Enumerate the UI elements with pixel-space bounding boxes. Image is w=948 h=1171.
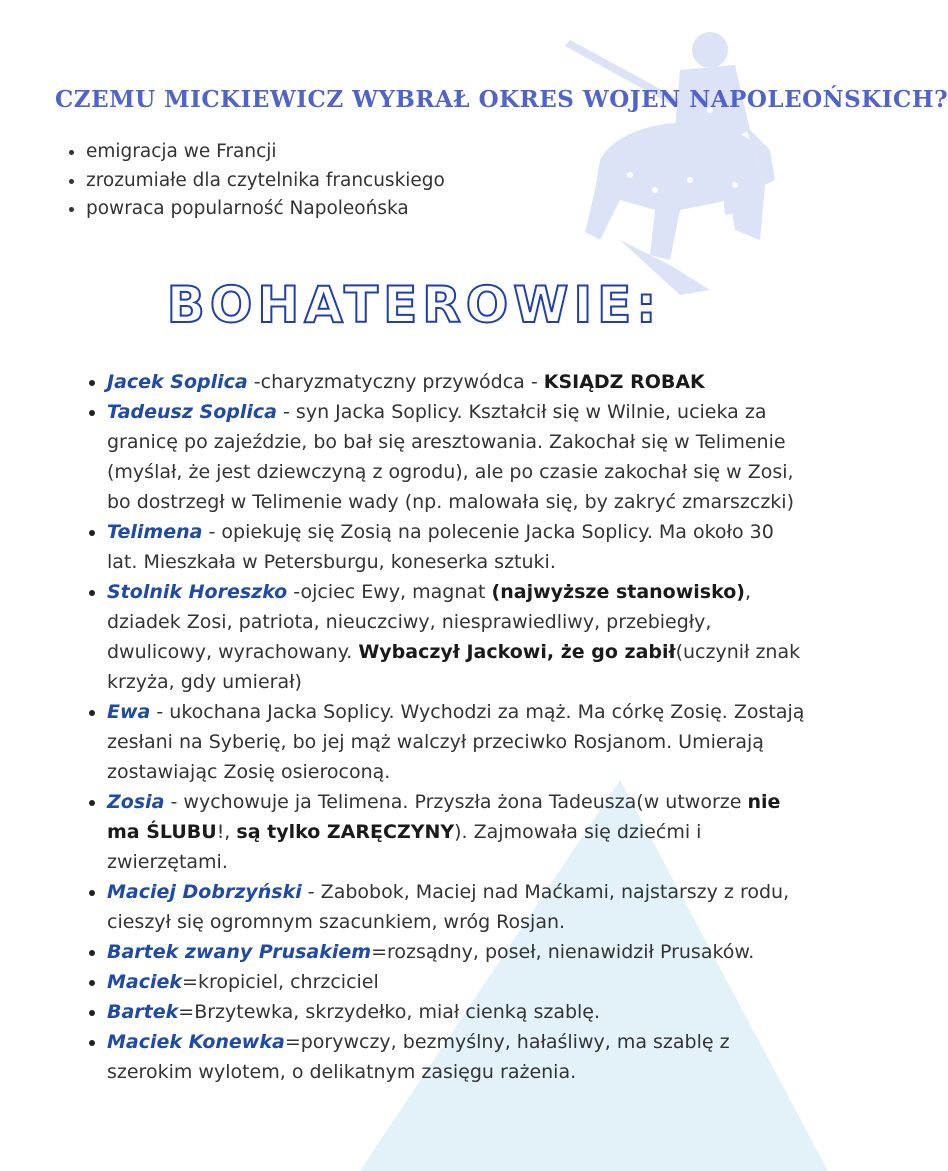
character-desc: =rozsądny, poseł, nienawidził Prusaków.: [371, 941, 755, 963]
character-emph: nie ma ŚLUBU: [107, 791, 781, 843]
character-name: Maciej Dobrzyński: [107, 881, 302, 903]
list-item: [107, 517, 807, 577]
character-desc: =kropiciel, chrzciciel: [182, 971, 379, 993]
list-item: • emigracja we Francji: [86, 138, 445, 167]
character-desc: - syn Jacka Soplicy. Kształcił się w Wilnie, ucieka za granicę po zajeździe, bo bał się aresztowania. Zakochał się w Telimenie (myślał, że jest dziewczyną z ogrodu), ale po czasie zakochał się w Zosi, bo dostrzegł w Telimenie wady (np. malowała się, by zakryć zmarszczki): [107, 401, 794, 513]
character-emph: (najwyższe stanowisko): [491, 581, 745, 603]
character-desc: ). Zajmowała się dziećmi i zwierzętami.: [107, 821, 702, 873]
character-desc: =Brzytewka, skrzydełko, miał cienką szablę.: [178, 1001, 601, 1023]
character-name: Zosia: [107, 791, 165, 813]
list-item: [107, 787, 807, 877]
character-desc: (uczynił znak krzyża, gdy umierał): [107, 641, 801, 693]
characters-list: [80, 367, 807, 1087]
list-item: [107, 1027, 807, 1087]
list-item: [107, 577, 807, 697]
character-name: Tadeusz Soplica: [107, 401, 277, 423]
character-emph: Wybaczył Jackowi, że go zabił: [358, 641, 676, 663]
list-item: • powraca popularność Napoleońska: [86, 195, 445, 224]
list-item: [107, 877, 807, 937]
reasons-list: [60, 138, 445, 224]
character-desc: - opiekuję się Zosią na polecenie Jacka Soplicy. Ma około 30 lat. Mieszkała w Petersburgu, koneserka sztuki.: [107, 521, 774, 573]
character-desc: -ojciec Ewy, magnat: [287, 581, 492, 603]
character-desc: =porywczy, bezmyślny, hałaśliwy, ma szablę z szerokim wylotem, o delikatnym zasięgu rażenia.: [107, 1031, 730, 1083]
character-name: Bartek: [107, 1001, 179, 1023]
list-item: [107, 367, 807, 397]
character-desc: - ukochana Jacka Soplicy. Wychodzi za mąż. Ma córkę Zosię. Zostają zesłani na Syberię, bo jej mąż walczył przeciwko Rosjanom. Umierają zostawiając Zosię osieroconą.: [107, 701, 805, 783]
list-item: [107, 397, 807, 517]
character-name: Maciek: [107, 971, 183, 993]
character-desc: - wychowuje ja Telimena. Przyszła żona Tadeusza(w utworze: [164, 791, 748, 813]
heading-bohaterowie: BOHATEROWIE:: [166, 276, 662, 334]
character-emph: są tylko ZARĘCZYNY: [236, 821, 455, 843]
list-item: [107, 937, 807, 967]
character-desc: - Zabobok, Maciej nad Maćkami, najstarszy z rodu, cieszył się ogromnym szacunkiem, wróg Rosjan.: [107, 881, 790, 933]
character-name: Stolnik Horeszko: [107, 581, 288, 603]
section-title: CZEMU MICKIEWICZ WYBRAŁ OKRES WOJEN NAPOLEOŃSKICH?: [55, 86, 948, 113]
character-name: Bartek zwany Prusakiem: [107, 941, 372, 963]
character-emph: KSIĄDZ ROBAK: [543, 371, 705, 393]
character-desc: -charyzmatyczny przywódca -: [247, 371, 544, 393]
character-name: Ewa: [107, 701, 151, 723]
knight-icon: [560, 10, 780, 300]
list-item: • zrozumiałe dla czytelnika francuskiego: [86, 167, 445, 196]
character-name: Maciek Konewka: [107, 1031, 285, 1053]
character-name: Jacek Soplica: [107, 371, 248, 393]
list-item: [107, 967, 807, 997]
list-item: [107, 697, 807, 787]
list-item: [107, 997, 807, 1027]
character-name: Telimena: [107, 521, 203, 543]
character-desc: , dziadek Zosi, patriota, nieuczciwy, niesprawiedliwy, przebiegły, dwulicowy, wyrachowany.: [107, 581, 752, 663]
character-desc: !,: [216, 821, 237, 843]
